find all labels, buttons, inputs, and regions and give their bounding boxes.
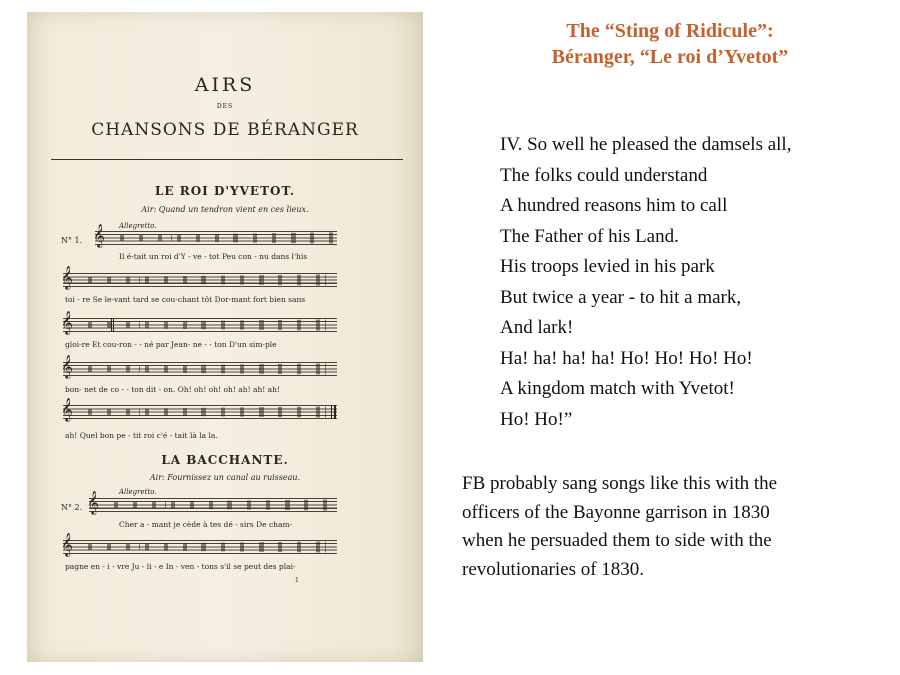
song2-number: N° 2.	[61, 503, 83, 512]
treble-clef-icon: 𝄞	[61, 265, 73, 289]
lyric-line: ah! Quel bon pe - tit roi c'é - tait là la la.	[65, 431, 218, 440]
verse-line: Ha! ha! ha! ha! Ho! Ho! Ho! Ho!	[500, 347, 753, 369]
treble-clef-icon: 𝄞	[61, 532, 73, 556]
slide-title-line: The “Sting of Ridicule”:	[566, 20, 774, 42]
verse-line: But twice a year - to hit a mark,	[500, 286, 742, 308]
staff-4	[61, 354, 337, 378]
song1-title: LE ROI D'YVETOT.	[154, 184, 296, 198]
verse-line: And lark!	[500, 317, 574, 338]
verse-line: His troops levied in his park	[500, 256, 715, 277]
song2-title: LA BACCHANTE.	[161, 453, 289, 467]
verse-block	[500, 130, 791, 435]
commentary-paragraph	[462, 470, 882, 584]
lyric-line: Il é-tait un roi d'Y - ve - tot Peu con - nu dans l'his	[119, 252, 308, 261]
slide-title	[470, 18, 870, 70]
sheet-music-scan	[27, 12, 423, 662]
commentary-line: FB probably sang songs like this with the	[462, 473, 778, 494]
staff-2	[61, 265, 337, 289]
commentary-line: officers of the Bayonne garrison in 1830	[462, 501, 770, 523]
lyric-line: bon- net de co - - ton dit - on. Oh! oh! oh! oh! ah! ah! ah!	[65, 385, 280, 394]
verse-line: A hundred reasons him to call	[500, 195, 728, 216]
song2-air: Air: Fournissez un canal au ruisseau.	[149, 473, 301, 482]
slide-title-line: Béranger, “Le roi d’Yvetot”	[551, 46, 789, 68]
treble-clef-icon: 𝄞	[61, 397, 73, 421]
verse-line: IV. So well he pleased the damsels all,	[500, 134, 792, 155]
lyric-line: pagne en - i - vre Ju - li - e In - ven - tons s'il se peut des plai-	[65, 562, 296, 571]
verse-line: The Father of his Land.	[500, 225, 679, 247]
scan-heading: AIRS	[194, 74, 256, 96]
scan-heading-sub: CHANSONS DE BÉRANGER	[91, 120, 359, 140]
lyric-line: toi - re Se le-vant tard se cou-chant tôt Dor-mant fort bien sans	[65, 295, 306, 304]
scan-heading-rule	[51, 159, 403, 160]
treble-clef-icon: 𝄞	[61, 310, 73, 334]
staff-5	[61, 397, 337, 421]
staff-3	[61, 310, 337, 334]
song1-air: Air: Quand un tendron vient en ces lieux.	[141, 205, 309, 214]
verse-line: The folks could understand	[500, 164, 708, 186]
treble-clef-icon: 𝄞	[61, 354, 73, 378]
verse-line: Ho! Ho!”	[500, 408, 573, 430]
verse-line: A kingdom match with Yvetot!	[500, 378, 735, 399]
page-number: 1	[295, 577, 299, 584]
treble-clef-icon: 𝄞	[93, 223, 105, 247]
staff-7	[61, 532, 337, 556]
scan-heading-des: DES	[216, 103, 234, 110]
commentary-line: when he persuaded them to side with the	[462, 530, 772, 551]
song1-tempo: Allegretto.	[119, 222, 157, 230]
lyric-line: gloi-re Et cou-ron - - né par Jean- ne - - ton D'un sim-ple	[65, 340, 277, 349]
commentary-line: revolutionaries of 1830.	[462, 558, 645, 580]
song2-tempo: Allegretto.	[119, 488, 157, 496]
treble-clef-icon: 𝄞	[87, 490, 99, 514]
lyric-line: Cher a - mant je cède à tes dé - sirs De cham-	[119, 520, 293, 529]
song1-number: N° 1.	[61, 236, 83, 245]
